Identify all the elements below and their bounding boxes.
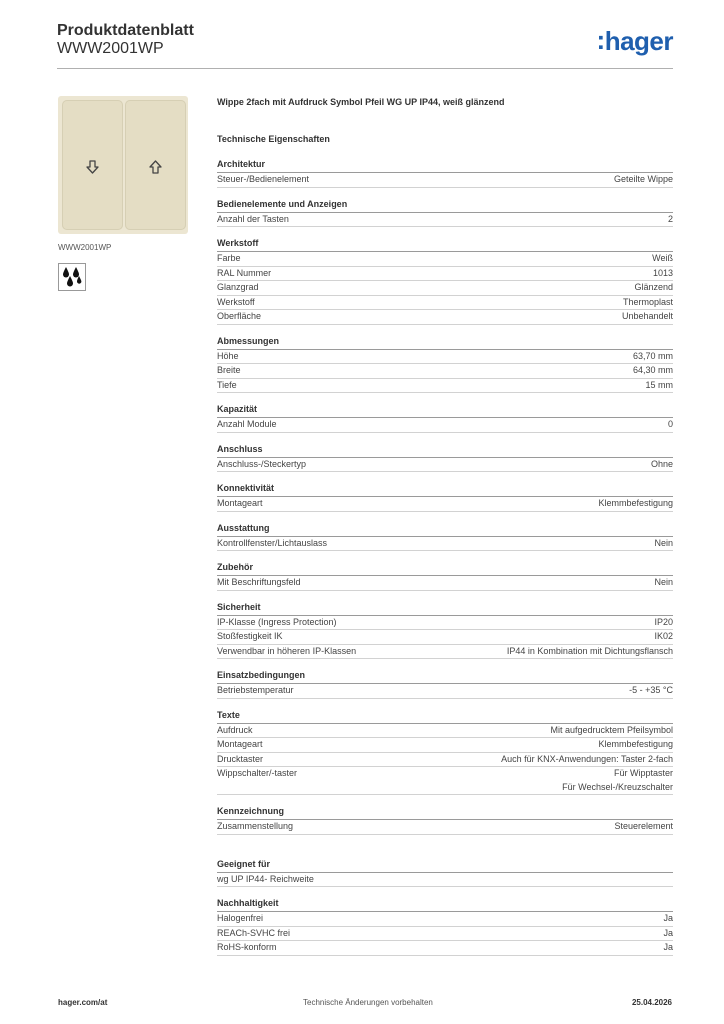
spec-value: Ja	[663, 927, 673, 938]
spec-value: 1013	[652, 267, 673, 278]
spec-value: Weiß	[652, 253, 673, 263]
spec-label: Anzahl Module	[217, 419, 277, 429]
spec-label: Anschluss-/Steckertyp	[217, 458, 307, 469]
spec-row	[217, 738, 673, 753]
spec-group-title: Abmessungen	[217, 334, 673, 350]
spec-value-cell	[633, 364, 673, 378]
spec-value: Mit aufgedrucktem Pfeilsymbol	[550, 724, 673, 735]
spec-value-cell	[654, 537, 673, 551]
spec-value: Ohne	[650, 458, 673, 469]
spec-group-title: Kapazität	[217, 402, 673, 418]
spec-value: 64,30 mm	[632, 365, 673, 375]
spec-value-cell	[654, 616, 673, 630]
header-divider	[57, 68, 673, 69]
spec-value: IP20	[654, 616, 673, 627]
spec-value: Ja	[663, 913, 673, 923]
spec-row	[217, 281, 673, 296]
spec-label: Halogenfrei	[217, 913, 264, 923]
spec-value-cell	[598, 497, 673, 511]
spec-value-cell	[668, 418, 673, 432]
spec-group	[217, 896, 673, 956]
spec-value: Thermoplast	[622, 296, 673, 307]
spec-group	[217, 521, 673, 552]
footer-url[interactable]: hager.com/at	[58, 998, 108, 1007]
spec-row	[217, 684, 673, 699]
spec-label: Drucktaster	[217, 753, 264, 764]
spec-label: Kontrollfenster/Lichtauslass	[217, 537, 328, 548]
spec-label: Mit Beschriftungsfeld	[217, 577, 301, 587]
arrow-up-icon	[149, 160, 162, 174]
spec-value-cell	[614, 820, 673, 834]
spec-label: Steuer-/Bedienelement	[217, 174, 310, 184]
spec-label: Werkstoff	[217, 296, 255, 307]
spec-row	[217, 912, 673, 927]
document-title: Produktdatenblatt	[57, 22, 194, 39]
spec-value-cell	[645, 379, 673, 393]
spec-group	[217, 708, 673, 796]
spec-group-title: Zubehör	[217, 560, 673, 576]
spec-group-title: Sicherheit	[217, 600, 673, 616]
spec-label: Wippschalter/-taster	[217, 768, 298, 778]
spec-row	[217, 630, 673, 645]
spec-value-cell	[623, 296, 673, 310]
spec-label: RAL Nummer	[217, 267, 272, 278]
spec-row	[217, 267, 673, 282]
spec-row	[217, 753, 673, 768]
spec-value-cell	[652, 252, 673, 266]
spec-value: Nein	[654, 537, 673, 548]
spec-value: Klemmbefestigung	[598, 739, 673, 749]
image-caption: WWW2001WP	[58, 243, 112, 252]
spec-label: Zusammenstellung	[217, 821, 294, 831]
spec-value-cell	[651, 458, 673, 472]
spec-row	[217, 941, 673, 956]
arrow-down-icon	[86, 160, 99, 174]
spec-group	[217, 334, 673, 394]
product-code: WWW2001WP	[57, 40, 164, 57]
spec-group	[217, 481, 673, 512]
spec-value-cell	[663, 912, 673, 926]
spec-value: Geteilte Wippe	[613, 174, 673, 184]
spec-row	[217, 310, 673, 325]
spec-value-cell	[562, 767, 673, 794]
spec-value-cell	[550, 724, 673, 738]
spec-row	[217, 213, 673, 228]
spec-value: Unbehandelt	[621, 311, 673, 321]
spec-group	[217, 236, 673, 325]
spec-label: Stoßfestigkeit IK	[217, 631, 283, 641]
spec-row	[217, 364, 673, 379]
spec-row	[217, 767, 673, 795]
spec-row	[217, 458, 673, 473]
spec-group-title: Kennzeichnung	[217, 804, 673, 820]
spec-value: 0	[667, 419, 673, 429]
spec-group	[217, 197, 673, 228]
spec-value-cell	[629, 684, 673, 698]
product-description: Wippe 2fach mit Aufdruck Symbol Pfeil WG UP IP44, weiß glänzend	[217, 97, 505, 107]
spec-group-title: Anschluss	[217, 442, 673, 458]
spec-value: 2	[667, 213, 673, 224]
spec-group	[217, 804, 673, 835]
spec-row	[217, 820, 673, 835]
spec-label: Anzahl der Tasten	[217, 213, 289, 224]
spec-value: Ja	[663, 942, 673, 952]
spec-row	[217, 576, 673, 591]
spec-group	[217, 600, 673, 660]
spec-row	[217, 497, 673, 512]
spec-value: Für Wipptaster	[613, 768, 673, 778]
spec-content	[217, 95, 673, 956]
spec-value: IK02	[654, 631, 673, 641]
product-image	[58, 96, 188, 234]
spec-group-title: Texte	[217, 708, 673, 724]
spec-value: Auch für KNX-Anwendungen: Taster 2-fach	[501, 753, 673, 764]
page-header	[57, 20, 673, 68]
spec-group	[217, 402, 673, 433]
spec-value-cell	[634, 281, 673, 295]
spec-value-cell	[622, 310, 673, 324]
spec-value: -5 - +35 °C	[629, 685, 673, 695]
section-title: Technische Eigenschaften	[217, 134, 330, 144]
spec-row	[217, 616, 673, 631]
spec-value-cell	[598, 738, 673, 752]
spec-label: RoHS-konform	[217, 942, 277, 952]
spec-row	[217, 724, 673, 739]
spec-value: Nein	[654, 577, 673, 587]
spec-label: Oberfläche	[217, 311, 262, 321]
spec-groups	[217, 157, 673, 956]
spec-group	[217, 442, 673, 473]
spec-row	[217, 173, 673, 188]
rocker-right	[125, 100, 186, 230]
spec-label: Aufdruck	[217, 724, 253, 735]
spec-group	[217, 157, 673, 188]
spec-value-cell	[663, 927, 673, 941]
spec-label: Breite	[217, 365, 241, 375]
spec-value-cell	[633, 350, 673, 364]
spec-value: Steuerelement	[614, 821, 673, 831]
spec-group	[217, 560, 673, 591]
spec-row	[217, 252, 673, 267]
spec-value-cell	[668, 213, 673, 227]
spec-group-title: Bedienelemente und Anzeigen	[217, 197, 673, 213]
spec-row	[217, 379, 673, 394]
spec-group-title: Konnektivität	[217, 481, 673, 497]
spec-label: REACh-SVHC frei	[217, 927, 291, 938]
spec-value: Glänzend	[634, 282, 673, 292]
spec-row	[217, 927, 673, 942]
footer-note: Technische Änderungen vorbehalten	[303, 998, 433, 1007]
spec-value-cell	[653, 267, 673, 281]
rocker-left	[62, 100, 123, 230]
spec-row	[217, 350, 673, 365]
spec-value: IP44 in Kombination mit Dichtungsflansch	[506, 645, 673, 656]
spec-label: Montageart	[217, 739, 263, 749]
spec-group-title: Geeignet für	[217, 857, 673, 873]
spec-row	[217, 645, 673, 660]
spec-value: 63,70 mm	[632, 350, 673, 361]
spec-value: Klemmbefestigung	[598, 498, 673, 508]
spec-label: Betriebstemperatur	[217, 685, 294, 695]
spec-row	[217, 873, 673, 888]
spec-row	[217, 296, 673, 311]
spec-label: Farbe	[217, 253, 241, 263]
spec-value-cell	[663, 941, 673, 955]
spec-group-title: Nachhaltigkeit	[217, 896, 673, 912]
spec-group-title: Werkstoff	[217, 236, 673, 252]
spec-value-cell	[654, 630, 673, 644]
spec-value-cell	[654, 576, 673, 590]
spec-group-title: Architektur	[217, 157, 673, 173]
spec-group	[217, 668, 673, 699]
spec-label: Höhe	[217, 350, 239, 361]
spec-value-cell	[614, 173, 673, 187]
spec-row	[217, 418, 673, 433]
hager-logo: :hager	[596, 25, 673, 56]
water-drops-icon	[58, 263, 86, 291]
spec-label: Verwendbar in höheren IP-Klassen	[217, 645, 357, 656]
spec-label: wg UP IP44- Reichweite	[217, 873, 314, 884]
spec-label: Tiefe	[217, 379, 237, 390]
spec-value-cell	[501, 753, 673, 767]
spec-group	[217, 857, 673, 888]
spec-label: Montageart	[217, 498, 263, 508]
footer-date: 25.04.2026	[631, 998, 672, 1007]
spec-value: 15 mm	[645, 379, 673, 390]
spec-value-cell	[507, 645, 673, 659]
spec-row	[217, 537, 673, 552]
spec-group-title: Einsatzbedingungen	[217, 668, 673, 684]
spec-group-title: Ausstattung	[217, 521, 673, 537]
spec-label: Glanzgrad	[217, 282, 259, 292]
spec-label: IP-Klasse (Ingress Protection)	[217, 616, 337, 627]
spec-value-secondary: Für Wechsel-/Kreuzschalter	[562, 781, 673, 792]
